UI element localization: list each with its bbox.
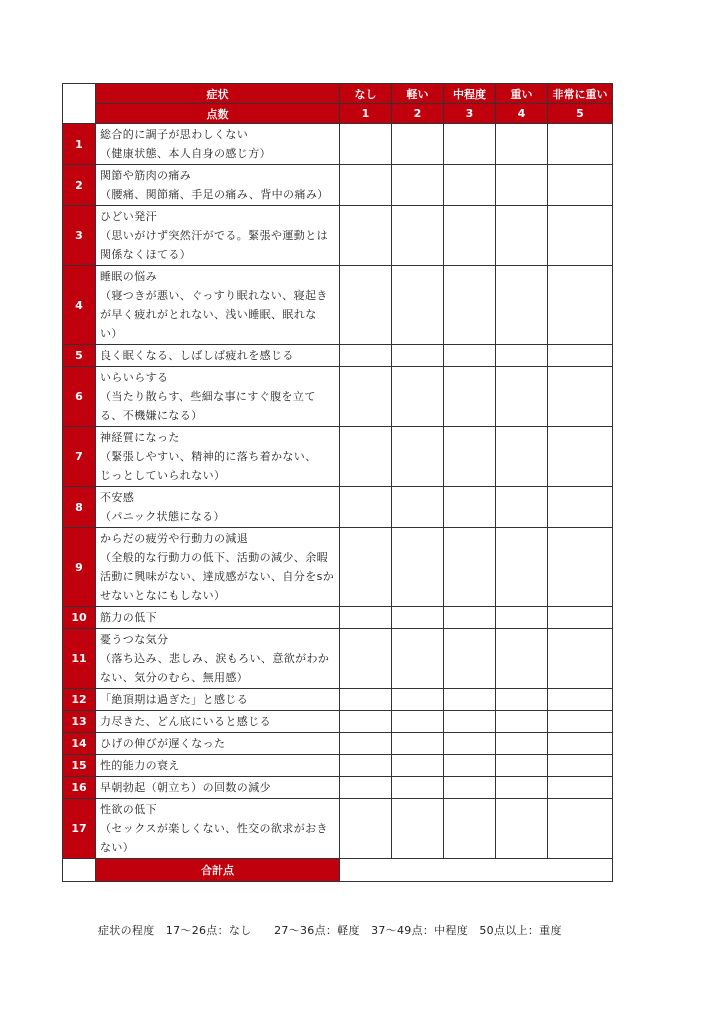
score-cell-1[interactable] <box>340 427 392 487</box>
table-row <box>63 777 613 799</box>
row-number: 17 <box>63 799 96 859</box>
row-number: 15 <box>63 755 96 777</box>
symptom-description <box>96 427 340 487</box>
table-row <box>63 528 613 607</box>
score-cell-2[interactable] <box>392 777 444 799</box>
score-cell-2[interactable] <box>392 206 444 266</box>
total-label: 合計点 <box>96 859 340 882</box>
symptom-line: じっとしていられない） <box>100 469 226 482</box>
row-number: 1 <box>63 124 96 165</box>
table-row <box>63 607 613 629</box>
score-cell-2[interactable] <box>392 165 444 206</box>
table-row <box>63 345 613 367</box>
row-number: 16 <box>63 777 96 799</box>
symptom-description <box>96 367 340 427</box>
header-row-levels <box>63 84 613 104</box>
row-number: 8 <box>63 487 96 528</box>
score-cell-4[interactable] <box>496 487 548 528</box>
symptom-line: 筋力の低下 <box>100 611 157 624</box>
symptom-description <box>96 266 340 345</box>
score-cell-1[interactable] <box>340 266 392 345</box>
symptom-line: 性欲の低下 <box>100 803 157 816</box>
score-cell-3[interactable] <box>444 487 496 528</box>
score-cell-4[interactable] <box>496 165 548 206</box>
score-cell-3[interactable] <box>444 427 496 487</box>
level-header-none: なし <box>340 84 392 104</box>
symptom-description <box>96 799 340 859</box>
symptom-description <box>96 345 340 367</box>
score-cell-2[interactable] <box>392 427 444 487</box>
score-cell-5[interactable] <box>548 367 613 427</box>
table-row <box>63 206 613 266</box>
score-cell-4[interactable] <box>496 689 548 711</box>
row-number: 13 <box>63 711 96 733</box>
score-cell-3[interactable] <box>444 799 496 859</box>
symptom-description <box>96 528 340 607</box>
table-row <box>63 733 613 755</box>
symptom-line: からだの疲労や行動力の減退 <box>100 532 249 545</box>
table-row <box>63 165 613 206</box>
symptom-line: （当たり散らす、些細な事にすぐ腹を立て <box>100 390 316 403</box>
symptom-description <box>96 777 340 799</box>
symptom-line: い） <box>100 327 123 340</box>
row-number: 10 <box>63 607 96 629</box>
score-cell-4[interactable] <box>496 345 548 367</box>
level-header-severe: 重い <box>496 84 548 104</box>
row-number: 2 <box>63 165 96 206</box>
score-cell-3[interactable] <box>444 733 496 755</box>
score-value-4: 4 <box>496 104 548 124</box>
score-cell-3[interactable] <box>444 367 496 427</box>
score-cell-4[interactable] <box>496 427 548 487</box>
table-row <box>63 266 613 345</box>
score-cell-5[interactable] <box>548 345 613 367</box>
score-cell-2[interactable] <box>392 755 444 777</box>
score-value-3: 3 <box>444 104 496 124</box>
total-blank-cell <box>63 859 96 882</box>
symptom-line: る、不機嫌になる） <box>100 409 203 422</box>
symptom-description <box>96 487 340 528</box>
score-value-2: 2 <box>392 104 444 124</box>
score-cell-2[interactable] <box>392 367 444 427</box>
score-cell-5[interactable] <box>548 427 613 487</box>
symptom-line: （全般的な行動力の低下、活動の減少、余暇 <box>100 551 328 564</box>
table-row <box>63 427 613 487</box>
score-cell-4[interactable] <box>496 777 548 799</box>
symptom-line: 「絶頂期は過ぎた」と感じる <box>100 693 249 706</box>
score-cell-5[interactable] <box>548 124 613 165</box>
row-number: 14 <box>63 733 96 755</box>
score-cell-1[interactable] <box>340 607 392 629</box>
row-number: 5 <box>63 345 96 367</box>
symptom-line: 力尽きた、どん底にいると感じる <box>100 715 271 728</box>
score-cell-1[interactable] <box>340 528 392 607</box>
symptom-line: 総合的に調子が思わしくない <box>100 128 249 141</box>
score-cell-1[interactable] <box>340 206 392 266</box>
score-cell-1[interactable] <box>340 689 392 711</box>
symptom-line: （緊張しやすい、精神的に落ち着かない、 <box>100 450 317 463</box>
score-cell-4[interactable] <box>496 206 548 266</box>
score-cell-1[interactable] <box>340 777 392 799</box>
row-number: 6 <box>63 367 96 427</box>
score-cell-4[interactable] <box>496 733 548 755</box>
symptom-line: 睡眠の悩み <box>100 270 157 283</box>
score-cell-4[interactable] <box>496 124 548 165</box>
table-row <box>63 799 613 859</box>
score-cell-3[interactable] <box>444 206 496 266</box>
symptom-line: （セックスが楽しくない、性交の欲求がおき <box>100 822 328 835</box>
score-cell-5[interactable] <box>548 629 613 689</box>
total-row <box>63 859 613 882</box>
score-cell-4[interactable] <box>496 607 548 629</box>
score-cell-3[interactable] <box>444 345 496 367</box>
score-cell-2[interactable] <box>392 528 444 607</box>
score-cell-2[interactable] <box>392 487 444 528</box>
symptom-line: （腰痛、関節痛、手足の痛み、背中の痛み） <box>100 188 329 201</box>
score-cell-4[interactable] <box>496 266 548 345</box>
score-header: 点数 <box>96 104 340 124</box>
symptom-description <box>96 629 340 689</box>
score-cell-4[interactable] <box>496 629 548 689</box>
symptom-description <box>96 206 340 266</box>
symptom-line: 性的能力の衰え <box>100 759 180 772</box>
symptom-line: （落ち込み、悲しみ、涙もろい、意欲がわか <box>100 652 330 665</box>
symptom-line: せないとなにもしない） <box>100 589 226 602</box>
score-cell-4[interactable] <box>496 367 548 427</box>
table-row <box>63 629 613 689</box>
symptom-header: 症状 <box>96 84 340 104</box>
table-row <box>63 124 613 165</box>
score-cell-3[interactable] <box>444 711 496 733</box>
symptom-line: （健康状態、本人自身の感じ方） <box>100 147 271 160</box>
symptom-description <box>96 689 340 711</box>
symptom-line: いらいらする <box>100 371 169 384</box>
score-cell-2[interactable] <box>392 124 444 165</box>
score-cell-2[interactable] <box>392 607 444 629</box>
symptom-description <box>96 755 340 777</box>
score-cell-5[interactable] <box>548 755 613 777</box>
row-number: 11 <box>63 629 96 689</box>
score-cell-3[interactable] <box>444 629 496 689</box>
score-cell-2[interactable] <box>392 345 444 367</box>
score-cell-5[interactable] <box>548 206 613 266</box>
score-cell-3[interactable] <box>444 266 496 345</box>
score-cell-1[interactable] <box>340 755 392 777</box>
score-cell-1[interactable] <box>340 711 392 733</box>
symptom-description <box>96 711 340 733</box>
severity-footnote: 症状の程度 17～26点：なし 27～36点：軽度 37～49点：中程度 50点以上：重度 <box>98 924 562 937</box>
symptom-line: 関節や筋肉の痛み <box>100 169 192 182</box>
score-cell-5[interactable] <box>548 711 613 733</box>
score-cell-3[interactable] <box>444 607 496 629</box>
score-cell-5[interactable] <box>548 733 613 755</box>
score-cell-2[interactable] <box>392 266 444 345</box>
score-cell-2[interactable] <box>392 799 444 859</box>
score-cell-3[interactable] <box>444 777 496 799</box>
score-cell-5[interactable] <box>548 689 613 711</box>
row-number: 7 <box>63 427 96 487</box>
table-row <box>63 689 613 711</box>
score-value-1: 1 <box>340 104 392 124</box>
symptom-description <box>96 733 340 755</box>
score-cell-5[interactable] <box>548 487 613 528</box>
score-cell-1[interactable] <box>340 367 392 427</box>
level-header-very-severe: 非常に重い <box>548 84 613 104</box>
score-cell-1[interactable] <box>340 124 392 165</box>
score-cell-1[interactable] <box>340 799 392 859</box>
symptom-line: 良く眠くなる、しばしば疲れを感じる <box>100 349 294 362</box>
symptom-line: 早朝勃起（朝立ち）の回数の減少 <box>100 781 271 794</box>
score-cell-1[interactable] <box>340 165 392 206</box>
score-cell-3[interactable] <box>444 755 496 777</box>
score-cell-2[interactable] <box>392 629 444 689</box>
level-header-moderate: 中程度 <box>444 84 496 104</box>
score-cell-4[interactable] <box>496 528 548 607</box>
score-cell-5[interactable] <box>548 528 613 607</box>
symptom-line: （思いがけず突然汗がでる。緊張や運動とは <box>100 229 328 242</box>
symptom-line: 関係なくほてる） <box>100 248 192 261</box>
symptom-line: ひげの伸びが遅くなった <box>100 737 226 750</box>
score-cell-1[interactable] <box>340 733 392 755</box>
table-row <box>63 711 613 733</box>
score-cell-4[interactable] <box>496 711 548 733</box>
symptom-line: ひどい発汗 <box>100 210 157 223</box>
score-cell-5[interactable] <box>548 777 613 799</box>
symptom-line: ない、気分のむら、無用感） <box>100 671 249 684</box>
score-cell-5[interactable] <box>548 799 613 859</box>
score-cell-2[interactable] <box>392 711 444 733</box>
score-cell-3[interactable] <box>444 528 496 607</box>
symptom-description <box>96 165 340 206</box>
score-cell-3[interactable] <box>444 689 496 711</box>
symptom-line: （パニック状態になる） <box>100 510 225 523</box>
header-row-scores <box>63 104 613 124</box>
table-row <box>63 755 613 777</box>
score-cell-3[interactable] <box>444 165 496 206</box>
score-cell-1[interactable] <box>340 487 392 528</box>
symptom-line: 不安感 <box>100 491 135 504</box>
corner-cell <box>63 84 96 124</box>
score-cell-5[interactable] <box>548 266 613 345</box>
row-number: 9 <box>63 528 96 607</box>
symptom-line: （寝つきが悪い、ぐっすり眠れない、寝起き <box>100 289 328 302</box>
score-cell-2[interactable] <box>392 733 444 755</box>
symptom-line: 憂うつな気分 <box>100 633 169 646</box>
table-row <box>63 367 613 427</box>
score-cell-1[interactable] <box>340 345 392 367</box>
score-cell-4[interactable] <box>496 799 548 859</box>
row-number: 4 <box>63 266 96 345</box>
symptom-line: ない） <box>100 841 135 854</box>
total-score-cell[interactable] <box>340 859 613 882</box>
symptom-line: が早く疲れがとれない、浅い睡眠、眠れな <box>100 308 317 321</box>
score-cell-5[interactable] <box>548 607 613 629</box>
score-cell-3[interactable] <box>444 124 496 165</box>
score-cell-5[interactable] <box>548 165 613 206</box>
table-row <box>63 487 613 528</box>
symptom-description <box>96 124 340 165</box>
level-header-mild: 軽い <box>392 84 444 104</box>
symptom-line: 活動に興味がない、達成感がない、自分をsか <box>100 570 335 583</box>
score-value-5: 5 <box>548 104 613 124</box>
score-cell-4[interactable] <box>496 755 548 777</box>
score-cell-2[interactable] <box>392 689 444 711</box>
symptom-description <box>96 607 340 629</box>
row-number: 12 <box>63 689 96 711</box>
row-number: 3 <box>63 206 96 266</box>
symptom-line: 神経質になった <box>100 431 180 444</box>
symptom-score-table <box>62 83 613 882</box>
score-cell-1[interactable] <box>340 629 392 689</box>
